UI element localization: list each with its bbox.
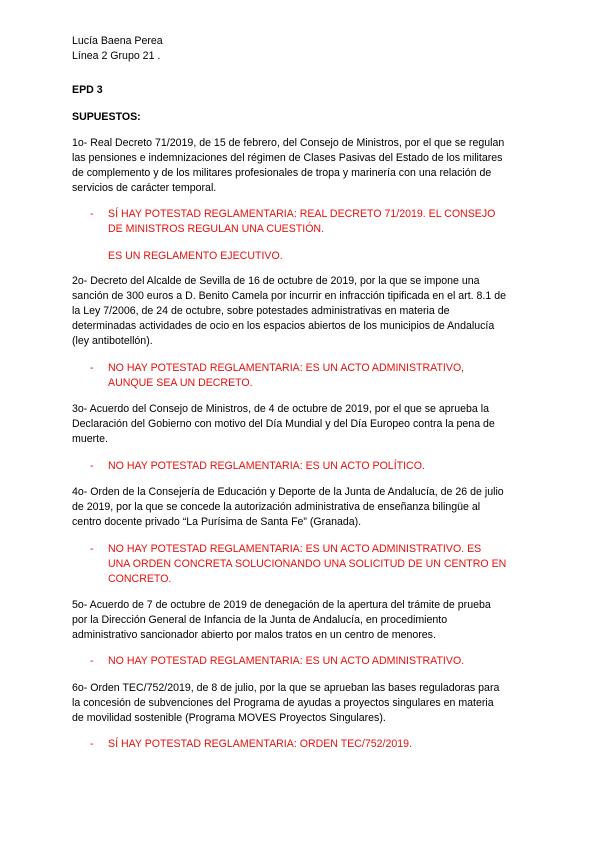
answer-line: DE MINISTROS REGULAN UNA CUESTIÓN. [108, 223, 325, 235]
bullet-dash: - [90, 543, 94, 555]
answer-line: NO HAY POTESTAD REGLAMENTARIA: ES UN ACTO ADMINISTRATIVO, [108, 362, 465, 374]
bullet-dash: - [90, 738, 94, 750]
case-line: de 2019, por la que se concede la autorización administrativa de enseñanza bilingüe al [72, 501, 481, 513]
author-header [72, 34, 532, 64]
case-line: administrativo sancionador abierto por malos tratos en un centro de menores. [72, 629, 436, 641]
case-line: muerte. [72, 433, 108, 445]
answer-line: ES UN REGLAMENTO EJECUTIVO. [108, 250, 283, 262]
case-line: servicios de carácter temporal. [72, 182, 217, 194]
answer-line: SÍ HAY POTESTAD REGLAMENTARIA: REAL DECRETO 71/2019. EL CONSEJO [108, 208, 496, 220]
case-line: 2o- Decreto del Alcalde de Sevilla de 16 de octubre de 2019, por la que se impone una [72, 275, 480, 287]
case-line: 6o- Orden TEC/752/2019, de 8 de julio, por la que se aprueban las bases reguladoras para [72, 682, 500, 694]
case-line: por la Dirección General de Infancia de la Junta de Andalucía, en procedimiento [72, 614, 448, 626]
case-line: 3o- Acuerdo del Consejo de Ministros, de 4 de octubre de 2019, por el que se aprueba la [72, 403, 489, 415]
answer-line: SÍ HAY POTESTAD REGLAMENTARIA: ORDEN TEC/752/2019. [108, 738, 412, 750]
case-6-statement [72, 681, 532, 726]
section-heading: SUPUESTOS: [72, 111, 141, 123]
case-line: la Ley 7/2006, de 24 de octubre, sobre potestades administrativas en materia de [72, 305, 450, 317]
author-name: Lucía Baena Perea [72, 35, 163, 47]
case-1-statement [72, 136, 532, 196]
answer-line: NO HAY POTESTAD REGLAMENTARIA: ES UN ACTO ADMINISTRATIVO. [108, 655, 465, 667]
bullet-dash: - [90, 208, 94, 220]
case-line: 5o- Acuerdo de 7 de octubre de 2019 de denegación de la apertura del trámite de prueba [72, 599, 491, 611]
case-5-statement [72, 598, 532, 643]
document-title: EPD 3 [72, 84, 103, 96]
case-4-statement [72, 485, 532, 530]
author-group: Línea 2 Grupo 21 . [72, 50, 161, 62]
answer-line: NO HAY POTESTAD REGLAMENTARIA: ES UN ACTO ADMINISTRATIVO. ES [108, 543, 482, 555]
bullet-dash: - [90, 362, 94, 374]
bullet-dash: - [90, 655, 94, 667]
case-3-statement [72, 402, 532, 447]
answer-line: CONCRETO. [108, 573, 172, 585]
case-line: la concesión de subvenciones del Programa de ayudas a proyectos singulares en materia [72, 697, 494, 709]
case-line: Declaración del Gobierno con motivo del Día Mundial y del Día Europeo contra la pena de [72, 418, 495, 430]
answer-line: AUNQUE SEA UN DECRETO. [108, 377, 253, 389]
answer-line: UNA ORDEN CONCRETA SOLUCIONANDO UNA SOLICITUD DE UN CENTRO EN [108, 558, 507, 570]
case-line: de complemento y de los militares profesionales de tropa y marinería con una relación de [72, 167, 492, 179]
case-2-statement [72, 274, 532, 349]
case-line: las pensiones e indemnizaciones del régimen de Clases Pasivas del Estado de los militares [72, 152, 503, 164]
case-line: 4o- Orden de la Consejería de Educación y Deporte de la Junta de Andalucía, de 26 de julio [72, 486, 504, 498]
answer-line: NO HAY POTESTAD REGLAMENTARIA: ES UN ACTO POLÍTICO. [108, 460, 425, 472]
case-line: 1o- Real Decreto 71/2019, de 15 de febrero, del Consejo de Ministros, por el que se regulan [72, 137, 505, 149]
case-line: de movilidad sostenible (Programa MOVES Proyectos Singulares). [72, 712, 386, 724]
case-line: determinadas actividades de ocio en los espacios abiertos de los municipios de Andalucía [72, 320, 495, 332]
case-line: sanción de 300 euros a D. Benito Camela por incurrir en infracción tipificada en el art. 8.1 de [72, 290, 506, 302]
bullet-dash: - [90, 460, 94, 472]
case-line: (ley antibotellón). [72, 335, 153, 347]
case-line: centro docente privado “La Purísima de Santa Fe” (Granada). [72, 516, 362, 528]
